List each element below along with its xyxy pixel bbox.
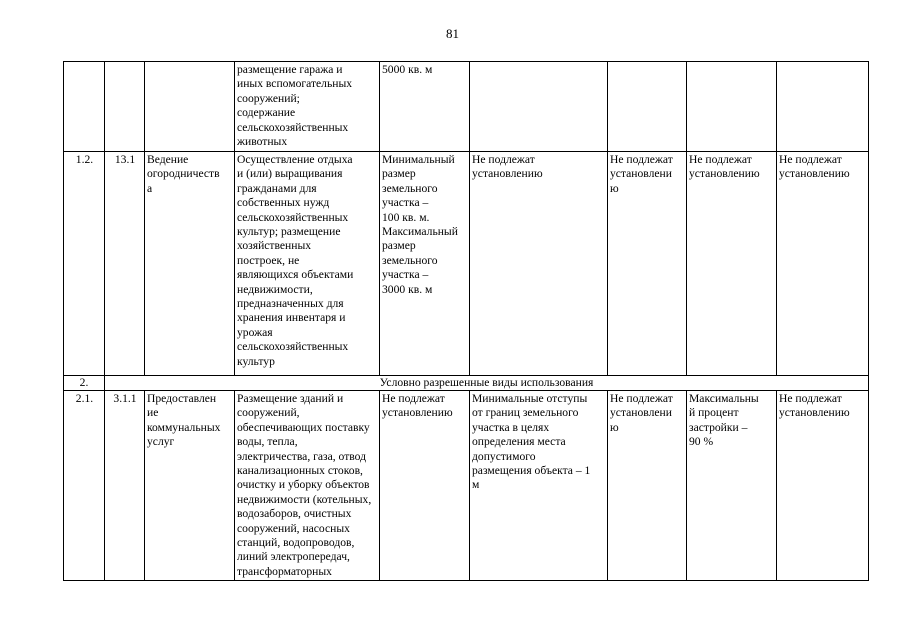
code-cell: 3.1.1: [105, 391, 145, 581]
row-number-cell: 2.1.: [64, 391, 105, 581]
use-name-cell: [145, 62, 235, 152]
coverage-cell: [687, 62, 777, 152]
use-description-cell: Осуществление отдыха и (или) выращивания гражданами для собственных нужд сельскохозяйственных культур; размещение хозяйственных построек, не являющихся объектами недвижимости, предназначенных для хранения инвентаря и урожая сельскохозяйственных культур: [235, 152, 380, 376]
use-description-cell: Размещение зданий и сооружений, обеспечивающих поставку воды, тепла, электричества, газа, отвод канализационных стоков, очистку и уборку объектов недвижимости (котельных, водозаборов, очистных сооружений, насосных станций, водопроводов, линий электропередач, трансформаторных: [235, 391, 380, 581]
row-number-cell: [64, 62, 105, 152]
use-description-cell: размещение гаража и иных вспомогательных сооружений; содержание сельскохозяйственных животных: [235, 62, 380, 152]
section-header-row: [64, 376, 869, 391]
setbacks-cell: [470, 62, 608, 152]
floors-cell: [608, 62, 687, 152]
coverage-cell: Максимальны й процент застройки – 90 %: [687, 391, 777, 581]
other-params-cell: Не подлежат установлению: [777, 391, 869, 581]
plot-size-cell: 5000 кв. м: [380, 62, 470, 152]
coverage-cell: Не подлежат установлению: [687, 152, 777, 376]
setbacks-cell: Не подлежат установлению: [470, 152, 608, 376]
other-params-cell: Не подлежат установлению: [777, 152, 869, 376]
use-name-cell: Ведение огородничеств а: [145, 152, 235, 376]
section-number-cell: 2.: [64, 376, 105, 391]
floors-cell: Не подлежат установлени ю: [608, 391, 687, 581]
floors-cell: Не подлежат установлени ю: [608, 152, 687, 376]
row-number-cell: 1.2.: [64, 152, 105, 376]
page-number: 81: [446, 26, 459, 41]
code-cell: [105, 62, 145, 152]
plot-size-cell: Не подлежат установлению: [380, 391, 470, 581]
setbacks-cell: Минимальные отступы от границ земельного участка в целях определения места допустимого размещения объекта – 1 м: [470, 391, 608, 581]
plot-size-cell: Минимальный размер земельного участка – 100 кв. м. Максимальный размер земельного участка – 3000 кв. м: [380, 152, 470, 376]
section-title-cell: Условно разрешенные виды использования: [105, 376, 869, 391]
zoning-regulations-table: [63, 61, 869, 581]
table-row: [64, 391, 869, 581]
other-params-cell: [777, 62, 869, 152]
use-name-cell: Предоставлен ие коммунальных услуг: [145, 391, 235, 581]
table-row: [64, 152, 869, 376]
table-row: [64, 62, 869, 152]
code-cell: 13.1: [105, 152, 145, 376]
